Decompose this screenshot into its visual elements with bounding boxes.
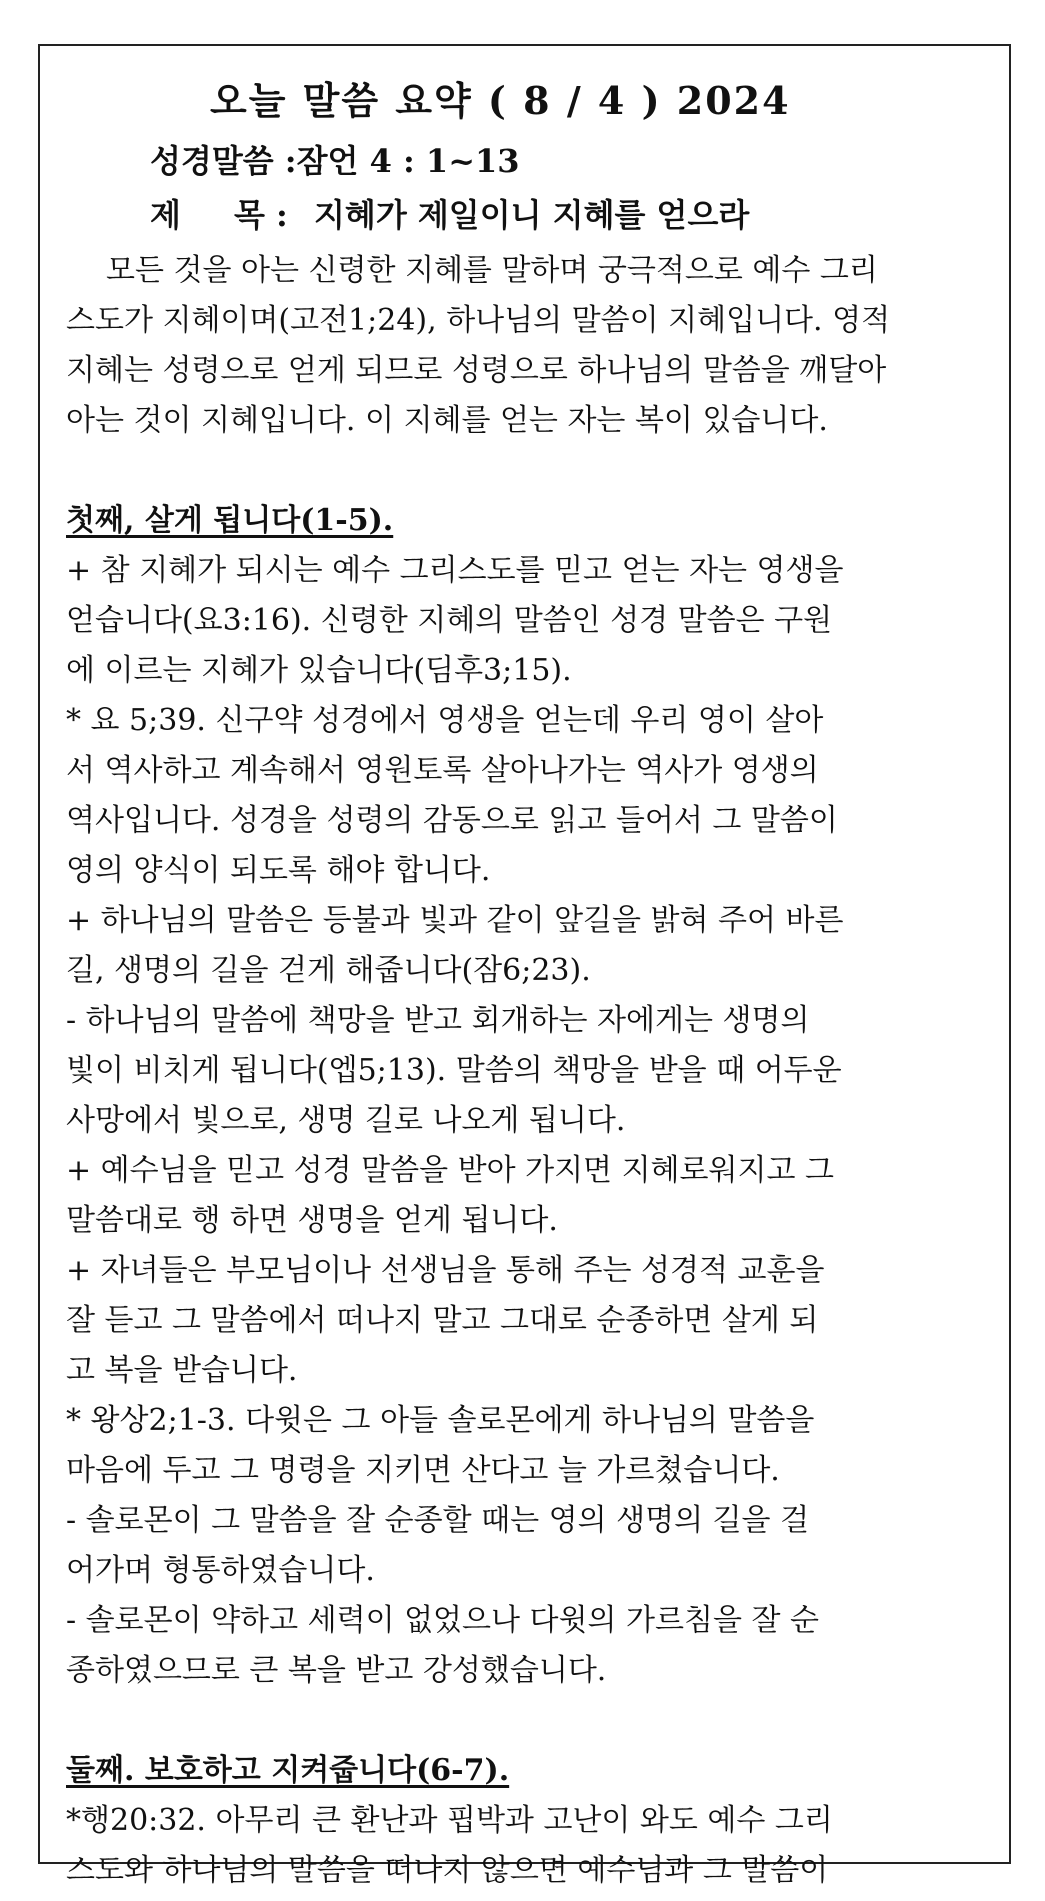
section-line: + 참 지혜가 되시는 예수 그리스도를 믿고 얻는 자는 영생을	[66, 553, 844, 588]
section-line: 에 이르는 지혜가 있습니다(딤후3;15).	[66, 653, 572, 688]
section-line: 얻습니다(요3:16). 신령한 지혜의 말씀인 성경 말씀은 구원	[66, 603, 833, 638]
section-line: 고 복을 받습니다.	[66, 1353, 298, 1388]
section-line: *행20:32. 아무리 큰 환난과 핍박과 고난이 와도 예수 그리	[66, 1803, 833, 1838]
intro-line: 모든 것을 아는 신령한 지혜를 말하며 궁극적으로 예수 그리	[106, 253, 878, 288]
section-line: * 요 5;39. 신구약 성경에서 영생을 얻는데 우리 영이 살아	[66, 703, 824, 738]
section-line: * 왕상2;1-3. 다윗은 그 아들 솔로몬에게 하나님의 말씀을	[66, 1403, 815, 1438]
topic-label-first: 제	[150, 196, 181, 234]
section-line: 역사입니다. 성경을 성령의 감동으로 읽고 들어서 그 말씀이	[66, 803, 838, 838]
section-line: - 솔로몬이 약하고 세력이 없었으나 다윗의 가르침을 잘 순	[66, 1603, 819, 1638]
scripture-label: 성경말씀 :	[150, 142, 297, 180]
section-line: 어가며 형통하였습니다.	[66, 1553, 375, 1588]
sermon-topic-row	[150, 190, 749, 236]
section-line: + 하나님의 말씀은 등불과 빛과 같이 앞길을 밝혀 주어 바른	[66, 903, 844, 938]
section-line: 사망에서 빛으로, 생명 길로 나오게 됩니다.	[66, 1103, 626, 1138]
scripture-reference-row	[150, 136, 520, 182]
section-line: 종하였으므로 큰 복을 받고 강성했습니다.	[66, 1653, 607, 1688]
section-line: 말씀대로 행 하면 생명을 얻게 됩니다.	[66, 1203, 558, 1238]
section-line: 마음에 두고 그 명령을 지키면 산다고 늘 가르쳤습니다.	[66, 1453, 780, 1488]
spacer	[66, 1696, 986, 1746]
sermon-topic: 지혜가 제일이니 지혜를 얻으라	[314, 196, 750, 234]
section-line: + 자녀들은 부모님이나 선생님을 통해 주는 성경적 교훈을	[66, 1253, 825, 1288]
topic-label-second: 목 :	[234, 196, 288, 234]
intro-line: 아는 것이 지혜입니다. 이 지혜를 얻는 자는 복이 있습니다.	[66, 403, 828, 438]
intro-line: 지혜는 성령으로 얻게 되므로 성령으로 하나님의 말씀을 깨달아	[66, 353, 887, 388]
section-line: 영의 양식이 되도록 해야 합니다.	[66, 853, 491, 888]
section-line: 길, 생명의 길을 걷게 해줍니다(잠6;23).	[66, 953, 591, 988]
section-heading-first: 첫째, 살게 됩니다(1-5).	[66, 503, 394, 538]
section-line: 서 역사하고 계속해서 영원토록 살아나가는 역사가 영생의	[66, 753, 819, 788]
scripture-reference: 잠언 4 : 1~13	[296, 142, 520, 180]
sermon-body	[66, 246, 986, 1896]
section-line: - 솔로몬이 그 말씀을 잘 순종할 때는 영의 생명의 길을 걸	[66, 1503, 810, 1538]
page-title: 오늘 말씀 요약 ( 8 / 4 ) 2024	[210, 78, 791, 123]
spacer	[66, 446, 986, 496]
section-line: 빛이 비치게 됩니다(엡5;13). 말씀의 책망을 받을 때 어두운	[66, 1053, 842, 1088]
section-line: - 하나님의 말씀에 책망을 받고 회개하는 자에게는 생명의	[66, 1003, 810, 1038]
section-line: 스도와 하나님의 말씀을 떠나지 않으면 예수님과 그 말씀이	[66, 1853, 829, 1888]
intro-line: 스도가 지혜이며(고전1;24), 하나님의 말씀이 지혜입니다. 영적	[66, 303, 891, 338]
section-heading-second: 둘째. 보호하고 지켜줍니다(6-7).	[66, 1753, 510, 1788]
section-line: 잘 듣고 그 말씀에서 떠나지 말고 그대로 순종하면 살게 되	[66, 1303, 819, 1338]
section-line: + 예수님을 믿고 성경 말씀을 받아 가지면 지혜로워지고 그	[66, 1153, 834, 1188]
